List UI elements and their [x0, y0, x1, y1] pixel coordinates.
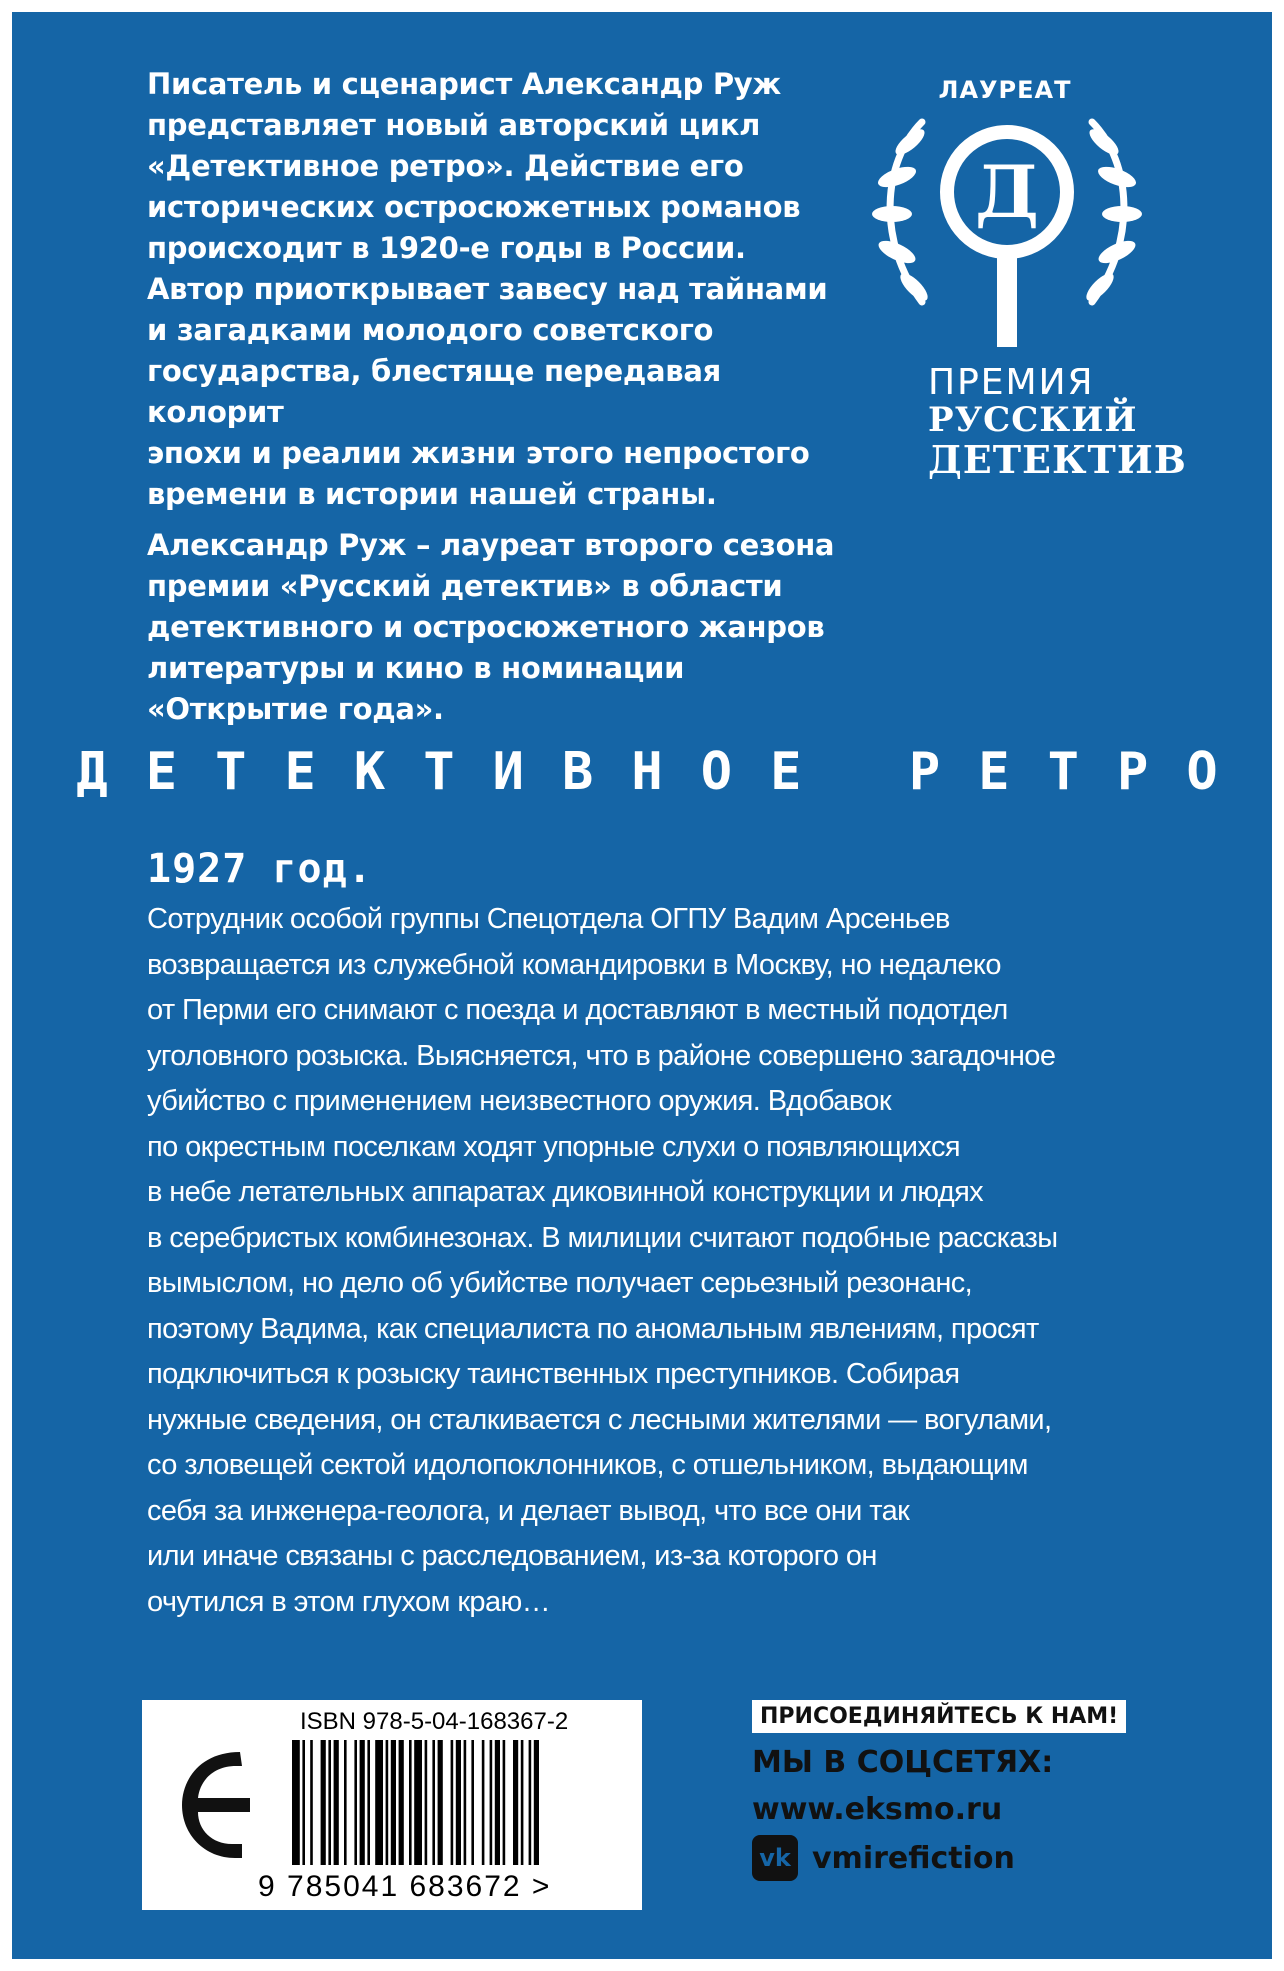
- isbn-text: ISBN 978-5-04-168367-2: [300, 1708, 569, 1735]
- series-letter: Е: [284, 742, 316, 802]
- barcode-stripe: [344, 1740, 347, 1865]
- barcode-stripe: [513, 1740, 518, 1865]
- series-letter: Е: [978, 742, 1010, 802]
- barcode-stripe: [432, 1740, 435, 1865]
- series-letter: Е: [145, 742, 178, 802]
- barcode-stripe: [310, 1740, 313, 1865]
- synopsis-line: по окрестным поселкам ходят упорные слухи о появляющихся: [147, 1130, 960, 1163]
- synopsis-line: очутился в этом глухом краю…: [147, 1585, 551, 1618]
- barcode-stripe: [521, 1740, 524, 1865]
- barcode-stripe: [471, 1740, 474, 1865]
- intro-paragraph-2: Александр Руж – лауреат второго сезона премии «Русский детектив» в области детективного и остросюжетного жанров литературы и кино в номинации «Открытие года».: [147, 528, 835, 726]
- barcode-stripe: [438, 1740, 443, 1865]
- synopsis-line: в серебристых комбинезонах. В милиции считают подобные рассказы: [147, 1221, 1058, 1254]
- series-letter: Р: [1116, 742, 1149, 802]
- barcode-stripe: [360, 1740, 365, 1865]
- series-title: [67, 742, 1227, 802]
- barcode-stripe: [490, 1740, 493, 1865]
- barcode-stripe: [375, 1740, 383, 1865]
- badge-russkiy-label: РУССКИЙ: [928, 400, 1138, 440]
- barcode-stripe: [367, 1740, 370, 1865]
- badge-detektiv-label: ДЕТЕКТИВ: [928, 437, 1187, 482]
- barcode-stripe: [386, 1740, 389, 1865]
- series-letter: В: [561, 742, 594, 802]
- series-letter: Н: [631, 742, 663, 802]
- series-letter: Р: [908, 742, 941, 802]
- synopsis-line: или иначе связаны с расследованием, из-за которого он: [147, 1540, 877, 1572]
- social-heading: МЫ В СОЦСЕТЯХ:: [752, 1745, 1054, 1780]
- series-letter: Т: [423, 742, 455, 802]
- barcode-bars: [292, 1740, 622, 1870]
- join-us-banner: ПРИСОЕДИНЯЙТЕСЬ К НАМ!: [752, 1700, 1126, 1733]
- barcode-stripe: [482, 1740, 485, 1865]
- barcode-stripe: [529, 1740, 532, 1865]
- synopsis-line: со зловещей сектой идолопоклонников, с отшельником, выдающим: [147, 1449, 1028, 1481]
- barcode-stripe: [409, 1740, 412, 1865]
- barcode-stripe: [354, 1740, 357, 1865]
- isbn-barcode-panel: [142, 1700, 642, 1910]
- vk-icon: vk: [752, 1835, 798, 1881]
- series-letter: К: [353, 742, 386, 802]
- synopsis-line: себя за инженера-геолога, и делает вывод, что все они так: [147, 1494, 910, 1527]
- eksmo-logo-icon: [170, 1740, 270, 1870]
- synopsis-line: нужные сведения, он сталкивается с лесными жителями — вогулами,: [147, 1403, 1052, 1436]
- series-letter: О: [1186, 742, 1218, 802]
- barcode-stripe: [391, 1740, 396, 1865]
- book-back-cover: [12, 12, 1272, 1959]
- barcode-stripe: [321, 1740, 326, 1865]
- barcode-stripe: [495, 1740, 500, 1865]
- synopsis-line: возвращается из служебной командировки в Москву, но недалеко: [147, 948, 1001, 981]
- author-intro: [147, 64, 867, 730]
- barcode-stripe: [534, 1740, 539, 1865]
- barcode-stripe: [302, 1740, 305, 1865]
- synopsis-line: в небе летательных аппаратах диковинной конструкции и людях: [147, 1176, 984, 1208]
- barcode-stripe: [399, 1740, 404, 1865]
- award-badge: [852, 62, 1187, 482]
- barcode-stripe: [451, 1740, 454, 1865]
- synopsis-line: уголовного розыска. Выясняется, что в районе совершено загадочное: [147, 1039, 1056, 1072]
- synopsis-line: поэтому Вадима, как специалиста по аномальным явлениям, просят: [147, 1312, 1039, 1345]
- series-letter: Е: [770, 742, 802, 802]
- series-letter: Т: [215, 742, 247, 802]
- barcode-stripe: [425, 1740, 428, 1865]
- social-block: [752, 1700, 1172, 1881]
- badge-premia-label: ПРЕМИЯ: [928, 362, 1095, 403]
- synopsis-line: подключиться к розыску таинственных преступников. Собирая: [147, 1358, 960, 1390]
- barcode-stripe: [464, 1740, 467, 1865]
- synopsis-line: убийство с применением неизвестного оружия. Вдобавок: [147, 1085, 891, 1117]
- synopsis-line: Сотрудник особой группы Спецотдела ОГПУ Вадим Арсеньев: [147, 903, 950, 935]
- emblem-letter: Д: [974, 149, 1040, 234]
- intro-paragraph-1: Писатель и сценарист Александр Руж представляет новый авторский цикл «Детективное ретро». Действие его исторических остросюжетных романов происходит в 1920-е годы в России. Автор приоткрывает завесу над тайнами и загадками молодого советского государства, блестяще передавая колорит эпохи и реалии жизни этого непростого времени в истории нашей страны.: [147, 67, 828, 511]
- barcode-stripe: [328, 1740, 331, 1865]
- series-letter: Т: [1047, 742, 1079, 802]
- series-letter: О: [700, 742, 733, 802]
- vk-link[interactable]: [752, 1835, 1172, 1881]
- story-year: 1927 год.: [147, 846, 373, 892]
- barcode-stripe: [334, 1740, 339, 1865]
- barcode-stripe: [503, 1740, 506, 1865]
- vk-handle: vmirefiction: [812, 1840, 1015, 1876]
- synopsis-line: от Перми его снимают с поезда и доставляют в местный подотдел: [147, 994, 1008, 1026]
- barcode-stripe: [456, 1740, 461, 1865]
- website-link[interactable]: www.eksmo.ru: [752, 1792, 1003, 1827]
- series-letter: И: [492, 742, 524, 802]
- barcode-stripe: [414, 1740, 422, 1865]
- badge-laureate-label: ЛАУРЕАТ: [938, 76, 1072, 104]
- series-letter: Д: [76, 742, 108, 802]
- series-gap: [830, 742, 880, 802]
- barcode-digits: 9 785041 683672 >: [258, 1870, 552, 1903]
- synopsis-line: вымыслом, но дело об убийстве получает серьезный резонанс,: [147, 1267, 973, 1299]
- synopsis: [147, 897, 1187, 1625]
- magnifier-laurel-icon: [852, 102, 1162, 362]
- barcode-stripe: [292, 1740, 300, 1865]
